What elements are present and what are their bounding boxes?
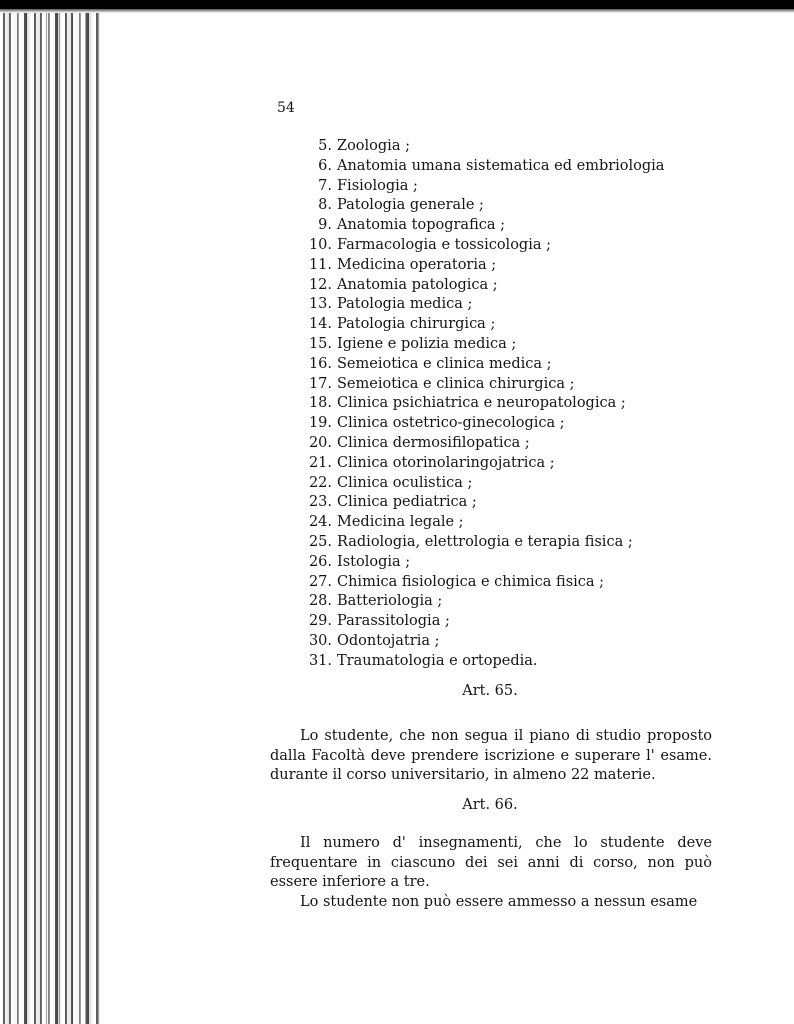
list-item	[290, 295, 664, 315]
list-item	[290, 414, 664, 434]
list-item-number: 24.	[308, 514, 332, 531]
list-item	[290, 177, 664, 197]
list-item-number: 28.	[308, 593, 332, 610]
article-65-body	[270, 727, 712, 786]
list-item-text: Anatomia topografica ;	[337, 217, 506, 234]
list-item-text: Istologia ;	[337, 553, 411, 570]
list-item-number: 17.	[308, 375, 332, 392]
list-item-number: 10.	[308, 236, 332, 253]
list-item	[290, 315, 664, 335]
list-item-number: 20.	[308, 434, 332, 451]
article-66-body	[270, 834, 712, 912]
list-item-text: Clinica pediatrica ;	[337, 494, 477, 511]
list-item	[290, 592, 664, 612]
list-item-number: 23.	[308, 494, 332, 511]
list-item	[290, 355, 664, 375]
list-item-number: 6.	[318, 157, 332, 174]
book-binding-shadow	[40, 0, 100, 1024]
list-item-number: 22.	[308, 474, 332, 491]
list-item	[290, 513, 664, 533]
list-item-number: 7.	[318, 177, 332, 194]
article-heading-65: Art. 65.	[462, 683, 518, 699]
list-item-text: Anatomia umana sistematica ed embriologia	[337, 157, 665, 174]
list-item-text: Clinica ostetrico-ginecologica ;	[337, 415, 565, 432]
list-item-text: Fisiologia ;	[337, 177, 418, 194]
article-heading-66: Art. 66.	[462, 797, 518, 813]
list-item-text: Clinica dermosifilopatica ;	[337, 434, 530, 451]
list-item-number: 14.	[308, 316, 332, 333]
list-item-text: Patologia generale ;	[337, 197, 484, 214]
article-65-paragraph: Lo studente, che non segua il piano di studio proposto dalla Facoltà deve prendere iscrizione e superare l' esame. durante il corso universitario, in almeno 22 materie.	[270, 728, 712, 784]
list-item	[290, 474, 664, 494]
list-item-text: Anatomia patologica ;	[337, 276, 498, 293]
list-item	[290, 533, 664, 553]
list-item	[290, 236, 664, 256]
list-item-number: 9.	[318, 217, 332, 234]
list-item	[290, 652, 664, 672]
list-item-text: Odontojatria ;	[337, 632, 440, 649]
list-item-text: Igiene e polizia medica ;	[337, 335, 517, 352]
list-item-text: Semeiotica e clinica chirurgica ;	[337, 375, 575, 392]
list-item-number: 16.	[308, 355, 332, 372]
list-item-number: 5.	[318, 138, 332, 154]
list-item-number: 18.	[308, 395, 332, 412]
list-item	[290, 276, 664, 296]
list-item-text: Parassitologia ;	[337, 613, 450, 630]
list-item-number: 25.	[308, 533, 332, 550]
list-item-number: 8.	[318, 197, 332, 214]
list-item	[290, 493, 664, 513]
list-item-number: 12.	[308, 276, 332, 293]
list-item	[290, 256, 664, 276]
list-item	[290, 216, 664, 236]
article-66-paragraph-2: Lo studente non può essere ammesso a nessun esame	[300, 893, 698, 910]
list-item-number: 27.	[308, 573, 332, 590]
list-item	[290, 196, 664, 216]
list-item	[290, 454, 664, 474]
list-item	[290, 632, 664, 652]
list-item-text: Medicina legale ;	[337, 514, 464, 531]
list-item-number: 13.	[308, 296, 332, 313]
list-item	[290, 553, 664, 573]
list-item-text: Semeiotica e clinica medica ;	[337, 355, 552, 372]
scan-top-shadow	[0, 9, 794, 13]
list-item	[290, 137, 664, 157]
list-item-text: Patologia medica ;	[337, 296, 473, 313]
list-item-text: Batteriologia ;	[337, 593, 443, 610]
list-item-text: Patologia chirurgica ;	[337, 316, 496, 333]
list-item-number: 21.	[308, 454, 332, 471]
list-item	[290, 612, 664, 632]
list-item-text: Farmacologia e tossicologia ;	[337, 236, 551, 253]
list-item-number: 26.	[308, 553, 332, 570]
list-item-text: Zoologia ;	[337, 138, 410, 154]
list-item	[290, 434, 664, 454]
list-item-text: Clinica oculistica ;	[337, 474, 473, 491]
list-item-number: 31.	[308, 652, 332, 669]
list-item	[290, 335, 664, 355]
list-item-text: Chimica fisiologica e chimica fisica ;	[337, 573, 605, 590]
subject-list	[290, 137, 664, 672]
list-item-text: Radiologia, elettrologia e terapia fisica ;	[337, 533, 633, 550]
list-item-number: 11.	[308, 256, 332, 273]
scan-top-border	[0, 0, 794, 9]
list-item-number: 15.	[308, 335, 332, 352]
list-item-number: 30.	[308, 632, 332, 649]
list-item-number: 19.	[308, 415, 332, 432]
list-item	[290, 394, 664, 414]
page-number: 54	[277, 100, 295, 116]
list-item-text: Traumatologia e ortopedia.	[337, 652, 538, 669]
article-66-paragraph-1: Il numero d' insegnamenti, che lo studente deve frequentare in ciascuno dei sei anni di corso, non può essere inferiore a tre.	[270, 835, 712, 891]
list-item	[290, 157, 664, 177]
list-item-number: 29.	[308, 613, 332, 630]
list-item-text: Clinica psichiatrica e neuropatologica ;	[337, 395, 626, 412]
list-item-text: Clinica otorinolaringojatrica ;	[337, 454, 555, 471]
list-item-text: Medicina operatoria ;	[337, 256, 497, 273]
list-item	[290, 573, 664, 593]
list-item	[290, 375, 664, 395]
